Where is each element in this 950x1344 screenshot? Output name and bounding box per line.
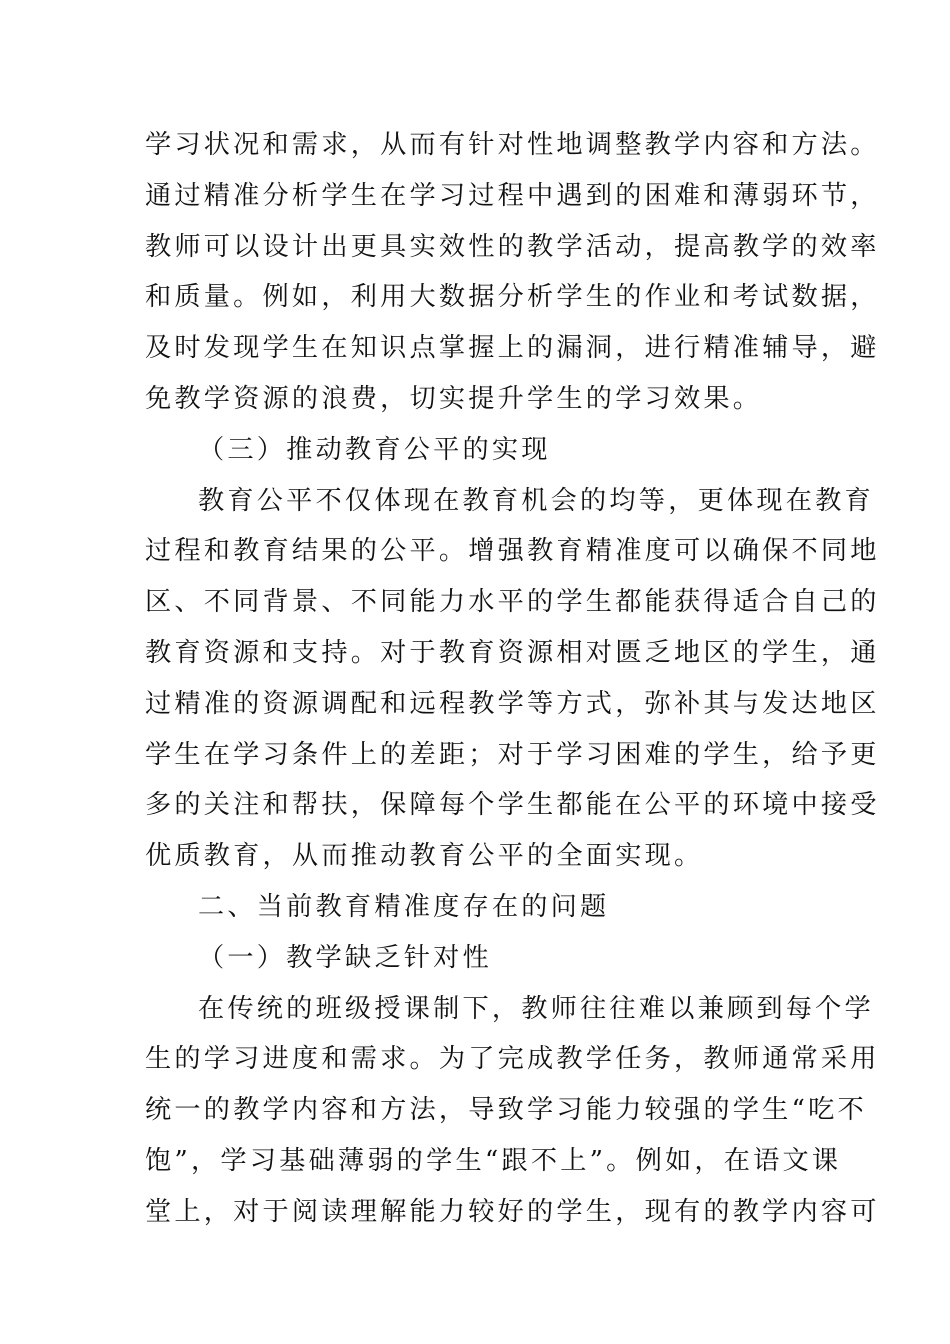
text-line: 教育资源和支持。对于教育资源相对匮乏地区的学生，通 <box>145 637 880 668</box>
chapter-heading: 二、当前教育精准度存在的问题 <box>198 891 610 922</box>
text-line: 饱”，学习基础薄弱的学生“跟不上”。例如，在语文课 <box>145 1145 842 1176</box>
paragraph-start: 教育公平不仅体现在教育机会的均等，更体现在教育 <box>198 485 874 516</box>
text-line: 统一的教学内容和方法，导致学习能力较强的学生“吃不 <box>145 1095 867 1126</box>
text-line: 和质量。例如，利用大数据分析学生的作业和考试数据， <box>145 282 880 313</box>
text-line: 学习状况和需求，从而有针对性地调整教学内容和方法。 <box>145 130 880 160</box>
section-heading: （三）推动教育公平的实现 <box>198 434 551 465</box>
text-line: 教师可以设计出更具实效性的教学活动，提高教学的效率 <box>145 231 880 262</box>
text-line: 区、不同背景、不同能力水平的学生都能获得适合自己的 <box>145 587 880 618</box>
text-line: 多的关注和帮扶，保障每个学生都能在公平的环境中接受 <box>145 790 880 821</box>
document-body <box>145 120 880 1238</box>
text-line: 及时发现学生在知识点掌握上的漏洞，进行精准辅导，避 <box>145 333 880 364</box>
text-line: 生的学习进度和需求。为了完成教学任务，教师通常采用 <box>145 1044 880 1075</box>
text-line: 过精准的资源调配和远程教学等方式，弥补其与发达地区 <box>145 688 880 719</box>
section-heading: （一）教学缺乏针对性 <box>198 942 492 973</box>
text-line: 过程和教育结果的公平。增强教育精准度可以确保不同地 <box>145 536 880 567</box>
text-line: 堂上，对于阅读理解能力较好的学生，现有的教学内容可 <box>145 1196 880 1227</box>
text-line: 通过精准分析学生在学习过程中遇到的困难和薄弱环节， <box>145 180 880 211</box>
text-line: 优质教育，从而推动教育公平的全面实现。 <box>145 841 704 872</box>
paragraph-start: 在传统的班级授课制下，教师往往难以兼顾到每个学 <box>198 993 874 1024</box>
text-line: 学生在学习条件上的差距；对于学习困难的学生，给予更 <box>145 739 880 770</box>
text-line: 免教学资源的浪费，切实提升学生的学习效果。 <box>145 383 763 414</box>
